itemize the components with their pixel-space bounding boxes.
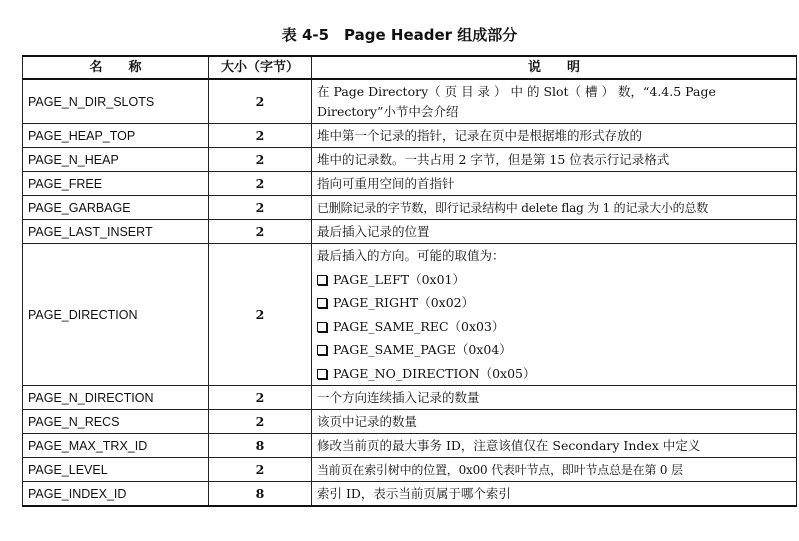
page-header-table xyxy=(22,55,797,507)
column-header-name: 名 称 xyxy=(23,56,209,79)
field-name: PAGE_HEAP_TOP xyxy=(23,124,209,148)
direction-option xyxy=(317,362,791,386)
direction-option xyxy=(317,268,791,292)
table-row xyxy=(23,172,797,196)
direction-option-label: PAGE_NO_DIRECTION（0x05） xyxy=(333,365,536,381)
field-description: 一个方向连续插入记录的数量 xyxy=(312,386,797,410)
table-row xyxy=(23,148,797,172)
field-description: 索引 ID，表示当前页属于哪个索引 xyxy=(312,482,797,507)
field-description: 该页中记录的数量 xyxy=(312,410,797,434)
table-row xyxy=(23,124,797,148)
field-description: 当前页在索引树中的位置，0x00 代表叶节点，即叶节点总是在第 0 层 xyxy=(312,458,797,482)
field-name: PAGE_N_DIR_SLOTS xyxy=(23,79,209,124)
field-size: 2 xyxy=(209,410,312,434)
checkbox-bullet-icon xyxy=(317,369,327,379)
table-row xyxy=(23,244,797,386)
field-name: PAGE_N_DIRECTION xyxy=(23,386,209,410)
table-row xyxy=(23,482,797,507)
field-description: 最后插入记录的位置 xyxy=(312,220,797,244)
table-header-row xyxy=(23,56,797,79)
field-description: 最后插入的方向。可能的取值为： xyxy=(317,248,505,263)
table-row xyxy=(23,434,797,458)
field-size: 2 xyxy=(209,196,312,220)
field-description: 修改当前页的最大事务 ID，注意该值仅在 Secondary Index 中定义 xyxy=(312,434,797,458)
field-description: 堆中第一个记录的指针，记录在页中是根据堆的形式存放的 xyxy=(312,124,797,148)
table-row xyxy=(23,386,797,410)
field-description: 已删除记录的字节数，即行记录结构中 delete flag 为 1 的记录大小的总数 xyxy=(312,196,797,220)
field-size: 2 xyxy=(209,386,312,410)
checkbox-bullet-icon xyxy=(317,298,327,308)
table-row xyxy=(23,220,797,244)
field-size: 2 xyxy=(209,458,312,482)
field-name: PAGE_LAST_INSERT xyxy=(23,220,209,244)
column-header-size: 大小（字节） xyxy=(209,56,312,79)
table-row xyxy=(23,458,797,482)
field-name: PAGE_N_RECS xyxy=(23,410,209,434)
direction-option xyxy=(317,291,791,315)
field-name: PAGE_FREE xyxy=(23,172,209,196)
field-description: 指向可重用空间的首指针 xyxy=(312,172,797,196)
direction-option-label: PAGE_SAME_REC（0x03） xyxy=(333,318,505,334)
field-size: 2 xyxy=(209,172,312,196)
direction-option-label: PAGE_LEFT（0x01） xyxy=(333,271,465,287)
field-size: 8 xyxy=(209,482,312,507)
field-size: 2 xyxy=(209,79,312,124)
field-size: 2 xyxy=(209,124,312,148)
checkbox-bullet-icon xyxy=(317,345,327,355)
table-row xyxy=(23,196,797,220)
table-caption: 表 4-5 Page Header 组成部分 xyxy=(281,26,518,44)
direction-option-label: PAGE_SAME_PAGE（0x04） xyxy=(333,342,512,357)
field-size: 2 xyxy=(209,148,312,172)
checkbox-bullet-icon xyxy=(317,275,327,285)
field-name: PAGE_GARBAGE xyxy=(23,196,209,220)
field-name: PAGE_MAX_TRX_ID xyxy=(23,434,209,458)
field-description: 堆中的记录数。一共占用 2 字节，但是第 15 位表示行记录格式 xyxy=(312,148,797,172)
field-name: PAGE_N_HEAP xyxy=(23,148,209,172)
field-size: 8 xyxy=(209,434,312,458)
direction-option xyxy=(317,338,791,362)
direction-option xyxy=(317,315,791,339)
table-row xyxy=(23,410,797,434)
column-header-description: 说 明 xyxy=(312,56,797,79)
field-description: 在 Page Directory（ 页 目 录 ） 中 的 Slot（ 槽 ） 数，“4.4.5 Page Directory”小节中会介绍 xyxy=(312,79,797,124)
table-row xyxy=(23,79,797,124)
field-name: PAGE_INDEX_ID xyxy=(23,482,209,507)
field-size: 2 xyxy=(209,244,312,386)
field-name: PAGE_DIRECTION xyxy=(23,244,209,386)
direction-option-label: PAGE_RIGHT（0x02） xyxy=(333,295,475,310)
checkbox-bullet-icon xyxy=(317,322,327,332)
field-description-cell xyxy=(312,244,797,386)
field-size: 2 xyxy=(209,220,312,244)
field-name: PAGE_LEVEL xyxy=(23,458,209,482)
